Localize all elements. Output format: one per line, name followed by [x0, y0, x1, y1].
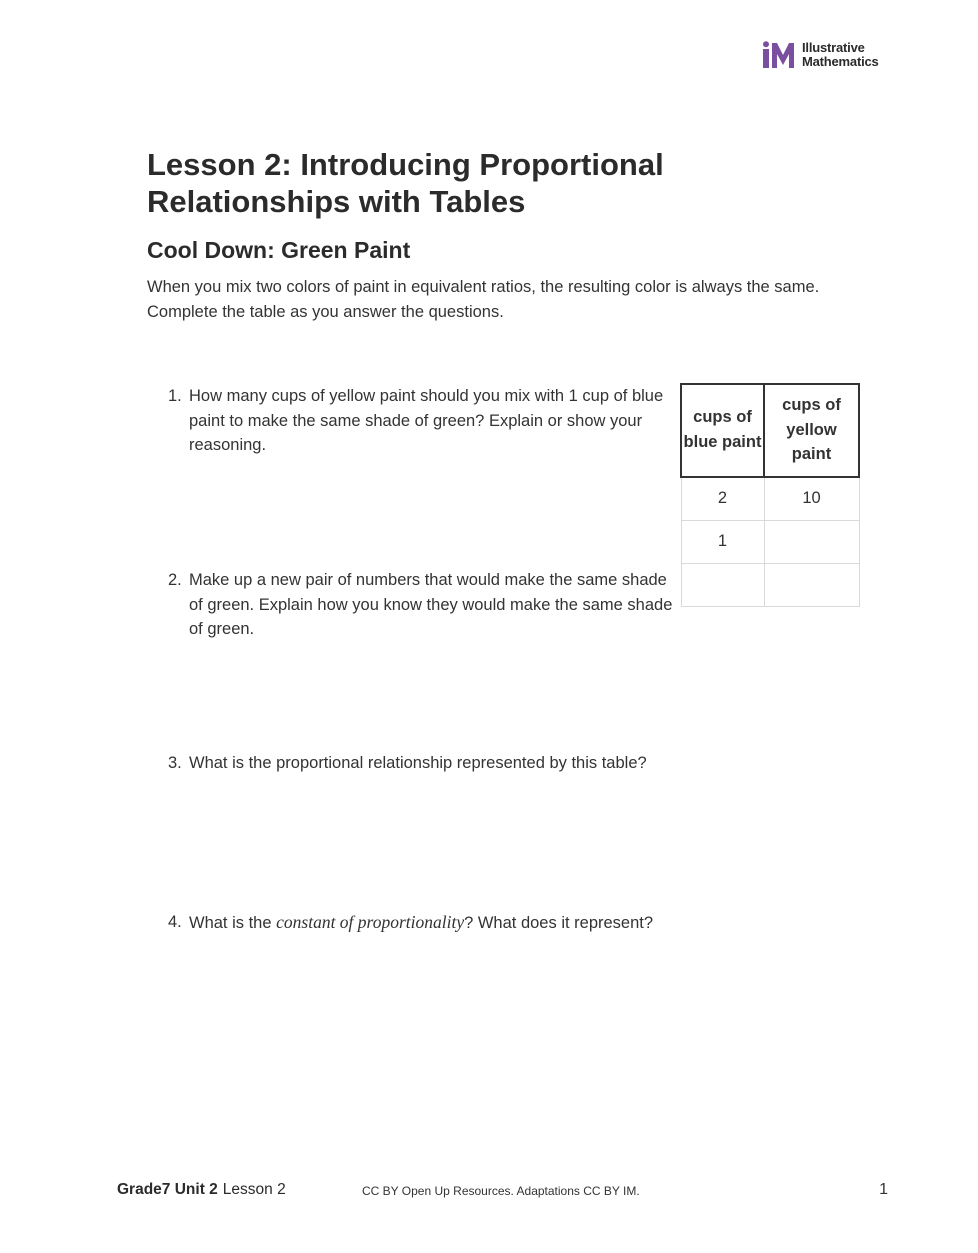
logo-line-1: Illustrative — [802, 40, 865, 55]
im-logo-wordmark — [802, 41, 879, 69]
header-yellow-paint: cups of yellow paint — [764, 384, 859, 477]
question-1 — [168, 384, 678, 458]
question-number: 4. — [168, 913, 182, 931]
question-number: 3. — [168, 754, 182, 772]
table-row — [681, 520, 859, 563]
page-number: 1 — [879, 1181, 888, 1198]
question-text: Make up a new pair of numbers that would make the same shade of green. Explain how you know they would make the same shade of green. — [189, 571, 673, 638]
footer-course — [117, 1181, 286, 1199]
table-cell-blank[interactable] — [764, 563, 859, 606]
footer-lesson: Lesson 2 — [222, 1181, 286, 1198]
table-cell-blank[interactable] — [681, 563, 764, 606]
footer-license: CC BY Open Up Resources. Adaptations CC BY IM. — [362, 1184, 640, 1198]
paint-ratio-table — [680, 383, 860, 607]
table-row — [681, 563, 859, 606]
table-cell: 1 — [681, 520, 764, 563]
math-term: constant of proportionality — [276, 912, 465, 932]
table-cell: 10 — [764, 477, 859, 521]
section-title: Cool Down: Green Paint — [147, 237, 411, 263]
lesson-title: Lesson 2: Introducing Proportional Relationships with Tables — [147, 147, 664, 219]
intro-text: When you mix two colors of paint in equivalent ratios, the resulting color is always the same. Complete the table as you answer the questions. — [147, 278, 820, 321]
question-text: How many cups of yellow paint should you mix with 1 cup of blue paint to make the same shade of green? Explain or show your reasoning. — [189, 387, 664, 454]
header-blue-paint: cups of blue paint — [681, 384, 764, 477]
question-text — [189, 910, 708, 936]
table-header-row — [681, 384, 859, 477]
question-4 — [168, 910, 708, 936]
logo-line-2: Mathematics — [802, 54, 879, 69]
question-number: 1. — [168, 387, 182, 405]
question-3 — [168, 751, 648, 776]
im-logo — [762, 40, 879, 70]
im-logo-icon — [762, 41, 796, 69]
question-text-start: What is the — [189, 914, 277, 932]
table-cell: 2 — [681, 477, 764, 521]
question-text: What is the proportional relationship represented by this table? — [189, 754, 647, 772]
footer-course-unit: Grade7 Unit 2 — [117, 1181, 218, 1198]
question-number: 2. — [168, 571, 182, 589]
question-2 — [168, 568, 678, 642]
table-cell-blank[interactable] — [764, 520, 859, 563]
question-text-end: ? What does it represent? — [464, 914, 654, 932]
table-row — [681, 477, 859, 521]
